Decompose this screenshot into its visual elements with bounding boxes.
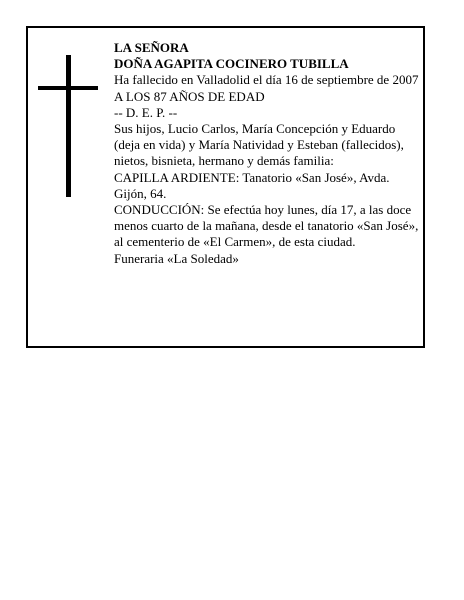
chapel-info: CAPILLA ARDIENTE: Tanatorio «San José», Avda. Gijón, 64. bbox=[114, 169, 390, 201]
obituary-notice bbox=[26, 26, 425, 348]
cross-icon bbox=[66, 55, 71, 197]
deceased-name: DOÑA AGAPITA COCINERO TUBILLA bbox=[114, 56, 349, 72]
age-statement: A LOS 87 AÑOS DE EDAD bbox=[114, 88, 265, 104]
rip-line: -- D. E. P. -- bbox=[114, 104, 178, 120]
funeral-home: Funeraria «La Soledad» bbox=[114, 250, 239, 266]
cross-icon-bar bbox=[38, 86, 98, 90]
death-statement: Ha fallecido en Valladolid el día 16 de septiembre de 2007 bbox=[114, 72, 419, 88]
procession-info: CONDUCCIÓN: Se efectúa hoy lunes, día 17, a las doce menos cuarto de la mañana, desde el tanatorio «San José», al cementerio de «El Carmen», de esta ciudad. bbox=[114, 202, 419, 250]
notice-title: LA SEÑORA bbox=[114, 40, 189, 55]
obituary-text bbox=[114, 40, 424, 267]
family-paragraph: Sus hijos, Lucio Carlos, María Concepción y Eduardo (deja en vida) y María Natividad y Esteban (fallecidos), nietos, bisnieta, hermano y demás familia: bbox=[114, 121, 404, 169]
